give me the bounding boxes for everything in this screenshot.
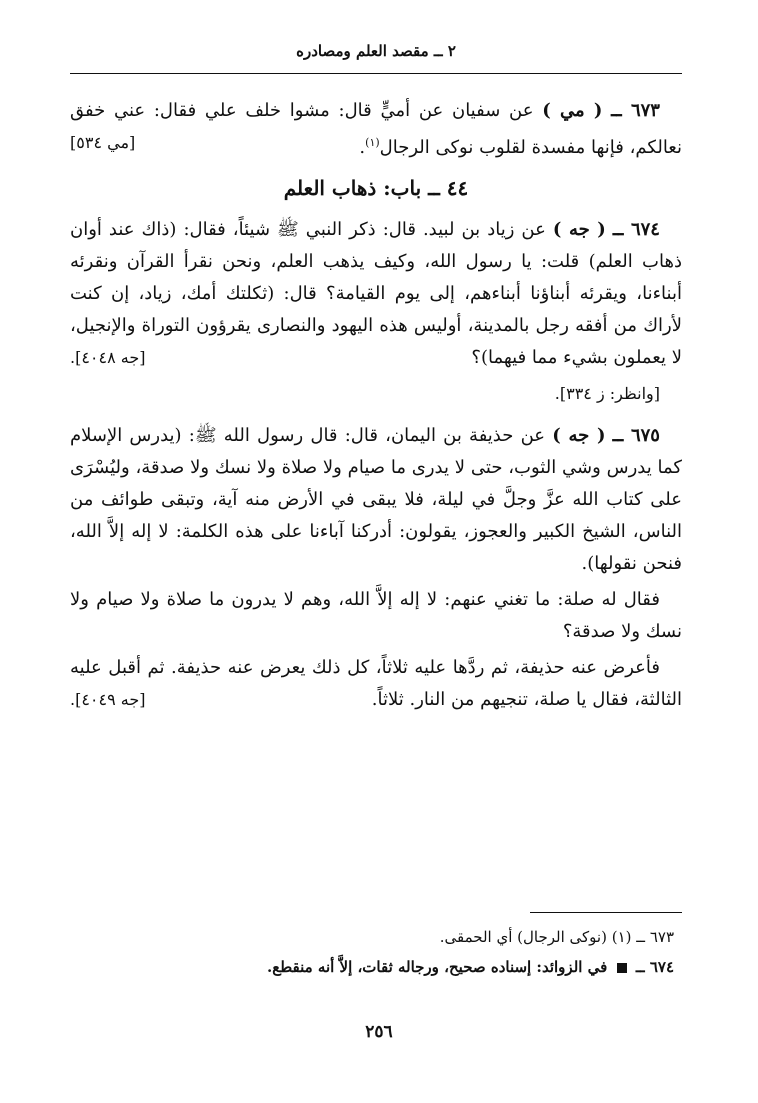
- hadith-source: ( مي ): [542, 100, 603, 121]
- hadith-673: [70, 95, 682, 164]
- hadith-reference: [مي ٥٣٤]: [70, 133, 136, 152]
- square-bullet-icon: [617, 963, 627, 973]
- page-number: ٢٥٦: [365, 1022, 393, 1042]
- see-also: [وانظر: ز ٣٣٤].: [554, 384, 660, 403]
- footnote-rule: [530, 912, 682, 913]
- footnotes: [70, 922, 682, 982]
- hadith-number: ٦٧٤ ــ: [612, 219, 660, 240]
- footnote-text: في الزوائد: إسناده صحيح، ورجاله ثقات، إلاَّ أنه منقطع.: [267, 958, 608, 976]
- hadith-reference: [جه ٤٠٤٨].: [70, 348, 146, 367]
- hadith-end: .: [359, 137, 366, 158]
- footnote-text: (١) (نوكى الرجال) أي الحمقى.: [439, 928, 632, 946]
- hadith-674: [70, 214, 682, 374]
- footnote-marker: (١): [365, 136, 380, 149]
- footnote-item: [70, 922, 682, 952]
- hadith-text: عن سفيان عن أميٍّ قال: مشوا خلف علي فقال: عني خفق نعالكم، فإنها مفسدة لقلوب نوكى الرجال: [70, 100, 682, 158]
- footnote-prefix: ٦٧٣ ــ: [636, 928, 674, 946]
- hadith-reference: [جه ٤٠٤٩].: [70, 690, 146, 709]
- footnote-prefix: ٦٧٤ ــ: [635, 958, 674, 976]
- hadith-number: ٦٧٣ ــ: [611, 100, 660, 121]
- hadith-text: فأعرض عنه حذيفة، ثم ردَّها عليه ثلاثاً، كل ذلك يعرض عنه حذيفة. ثم أقبل عليه الثالثة، فقال يا صلة، تنجيهم من النار. ثلاثاً.: [70, 657, 682, 710]
- hadith-text: عن حذيفة بن اليمان، قال: قال رسول الله ﷺ: (يدرس الإسلام كما يدرس وشي الثوب، حتى لا يدرى ما صيام ولا صلاة ولا نسك ولا صدقة، وليُسْرَى على كتاب الله عزَّ وجلَّ في ليلة، فلا يبقى في الأرض منه آية، وتبقى طوائف من الناس، الشيخ الكبير والعجوز، يقولون: أدركنا آباءنا على هذه الكلمة: لا إله إلاَّ الله، فنحن نقولها).: [70, 425, 682, 574]
- hadith-number: ٦٧٥ ــ: [612, 425, 660, 446]
- main-text: [70, 95, 682, 724]
- hadith-text: عن زياد بن لبيد. قال: ذكر النبي ﷺ شيئاً، فقال: (ذاك عند أوان ذهاب العلم) قلت: يا رسول الله، وكيف يذهب العلم، ونحن نقرأ القرآن ونقرئه أبناءنا، ويقرئه أبناؤنا أبناءهم، إلى يوم القيامة؟ قال: (ثكلتك أمك، زياد، إن كنت لأراك من أفقه رجل بالمدينة، أوليس هذه اليهود والنصارى يقرؤون التوراة والإنجيل، لا يعملون بشيء مما فيهما)؟: [70, 219, 682, 368]
- hadith-source: ( جه ): [552, 425, 606, 446]
- hadith-source: ( جه ): [552, 219, 606, 240]
- hadith-675-para-2: فقال له صلة: ما تغني عنهم: لا إله إلاَّ الله، وهم لا يدرون ما صلاة ولا صيام ولا نسك ولا صدقة؟: [70, 589, 682, 642]
- chapter-title: ٤٤ ــ باب: ذهاب العلم: [283, 176, 469, 200]
- hadith-675: [70, 420, 682, 580]
- footnote-item: [70, 952, 682, 982]
- header-rule: [70, 73, 682, 74]
- running-head: ٢ ــ مقصد العلم ومصادره: [296, 42, 456, 60]
- hadith-675-para-3: [70, 652, 682, 716]
